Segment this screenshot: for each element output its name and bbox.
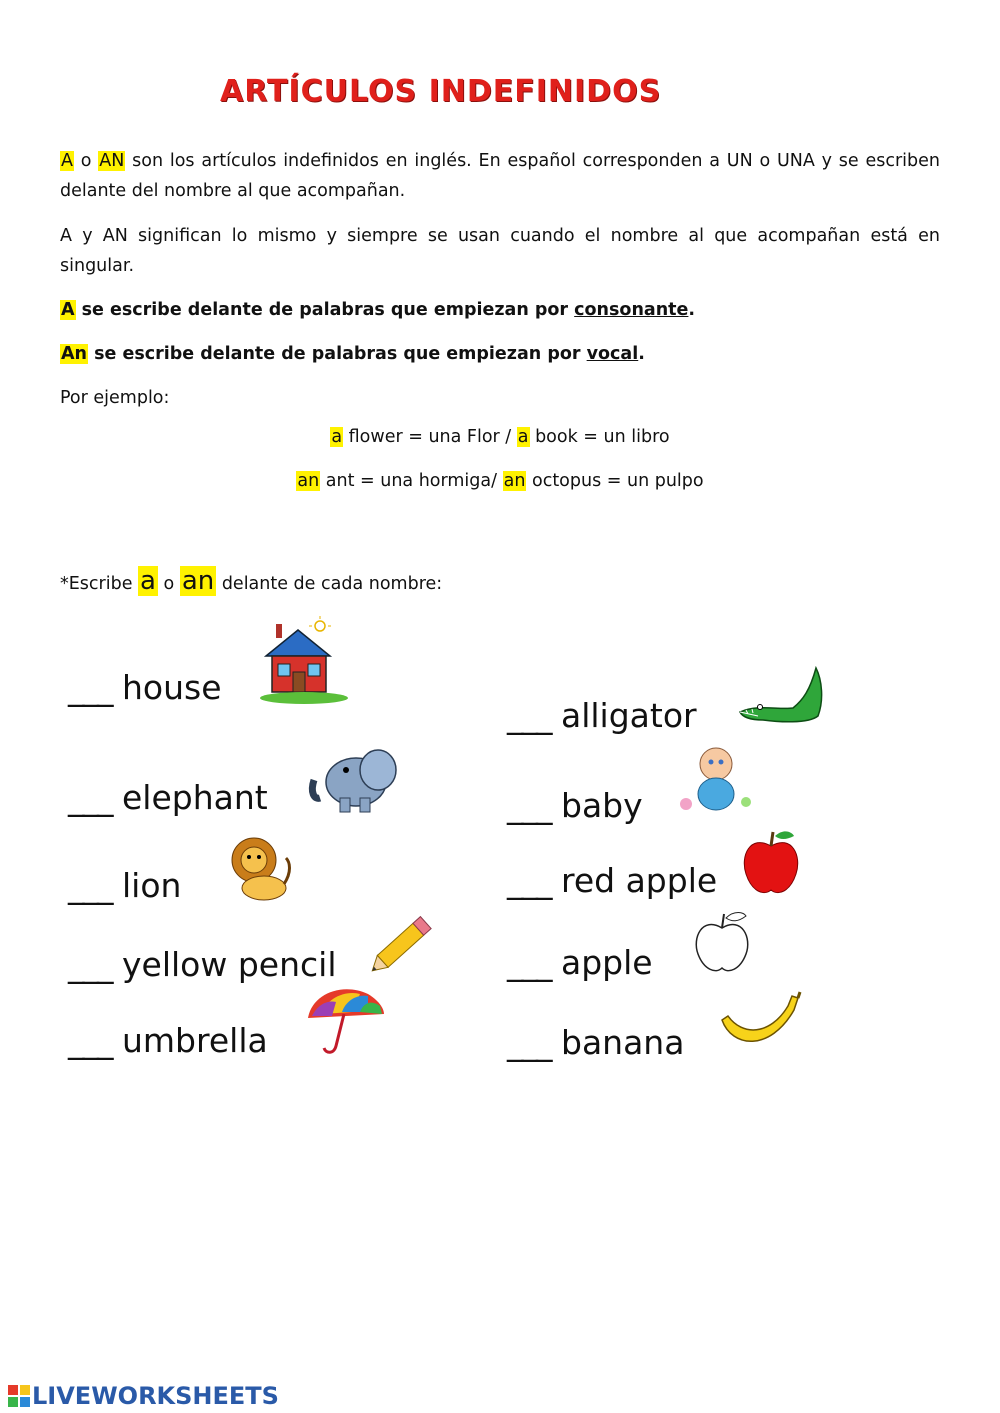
- answer-blank[interactable]: ___: [68, 668, 112, 707]
- answer-blank[interactable]: ___: [68, 1021, 112, 1060]
- answer-blank[interactable]: ___: [507, 861, 551, 900]
- rule-vowel: [60, 339, 940, 369]
- instruction-o: o: [157, 574, 180, 594]
- house-icon: [258, 616, 358, 706]
- example2-text-2: octopus = un pulpo: [526, 471, 704, 491]
- pencil-icon: [362, 906, 442, 982]
- rule-consonant-end: .: [688, 300, 696, 320]
- meaning-paragraph: A y AN significan lo mismo y siempre se usan cuando el nombre al que acompañan está en singular.: [60, 226, 940, 276]
- item-banana: [507, 1023, 684, 1062]
- highlight-an: AN: [99, 151, 125, 171]
- example-line-2: [0, 471, 1000, 491]
- instruction: [60, 566, 442, 596]
- text-o: o: [73, 151, 99, 171]
- item-label: baby: [561, 786, 643, 825]
- rule-consonant: [60, 295, 940, 325]
- elephant-icon: [306, 740, 401, 815]
- example-label: Por ejemplo:: [60, 388, 170, 408]
- apple-outline-icon: [690, 908, 756, 978]
- rule-consonant-article: A: [61, 300, 75, 320]
- item-baby: [507, 786, 643, 825]
- item-lion: [68, 866, 181, 905]
- rule-vowel-keyword: vocal: [586, 344, 639, 364]
- item-label: house: [122, 668, 222, 707]
- item-label: umbrella: [122, 1021, 268, 1060]
- example-line-1: [0, 427, 1000, 447]
- answer-blank[interactable]: ___: [507, 696, 551, 735]
- answer-blank[interactable]: ___: [507, 1023, 551, 1062]
- item-label: red apple: [561, 861, 718, 900]
- example2-article-1: an: [297, 471, 320, 491]
- logo-blocks-icon: [8, 1385, 30, 1407]
- intro-paragraph: [60, 146, 940, 206]
- item-label: apple: [561, 943, 653, 982]
- umbrella-icon: [302, 984, 388, 1058]
- page-title: ARTÍCULOS INDEFINIDOS: [220, 74, 662, 109]
- item-label: alligator: [561, 696, 697, 735]
- example1-text-1: flower = una Flor /: [343, 427, 517, 447]
- item-label: elephant: [122, 778, 268, 817]
- example1-text-2: book = un libro: [529, 427, 670, 447]
- rule-consonant-keyword: consonante: [574, 300, 689, 320]
- item-house: [68, 668, 222, 707]
- red-apple-icon: [740, 826, 802, 898]
- item-label: banana: [561, 1023, 685, 1062]
- item-label: yellow pencil: [122, 945, 337, 984]
- rule-consonant-text: se escribe delante de palabras que empiezan por: [75, 300, 575, 320]
- liveworksheets-logo: [8, 1382, 279, 1410]
- example2-article-2: an: [503, 471, 526, 491]
- answer-blank[interactable]: ___: [507, 786, 551, 825]
- answer-blank[interactable]: ___: [507, 943, 551, 982]
- alligator-icon: [738, 660, 833, 730]
- intro-text: son los artículos indefinidos en inglés. En español corresponden a UN o UNA y se escriben delante del nombre al que acompañan.: [60, 151, 940, 201]
- example2-text-1: ant = una hormiga/: [320, 471, 503, 491]
- answer-blank[interactable]: ___: [68, 866, 112, 905]
- example1-article-1: a: [331, 427, 343, 447]
- rule-vowel-article: An: [61, 344, 88, 364]
- rule-vowel-end: .: [638, 344, 645, 364]
- rule-vowel-text: se escribe delante de palabras que empiezan por: [88, 344, 587, 364]
- item-alligator: [507, 696, 697, 735]
- item-label: lion: [122, 866, 182, 905]
- lion-icon: [224, 832, 296, 904]
- highlight-a: A: [61, 151, 73, 171]
- instruction-pre: *Escribe: [60, 574, 139, 594]
- baby-icon: [676, 744, 756, 816]
- item-yellow-pencil: [68, 945, 336, 984]
- instruction-post: delante de cada nombre:: [216, 574, 443, 594]
- instruction-an: an: [181, 566, 215, 596]
- banana-icon: [718, 990, 802, 1054]
- answer-blank[interactable]: ___: [68, 778, 112, 817]
- item-umbrella: [68, 1021, 268, 1060]
- item-apple: [507, 943, 653, 982]
- item-red-apple: [507, 861, 717, 900]
- example1-article-2: a: [517, 427, 529, 447]
- instruction-a: a: [140, 566, 156, 596]
- item-elephant: [68, 778, 268, 817]
- logo-text: LIVEWORKSHEETS: [32, 1382, 279, 1410]
- answer-blank[interactable]: ___: [68, 945, 112, 984]
